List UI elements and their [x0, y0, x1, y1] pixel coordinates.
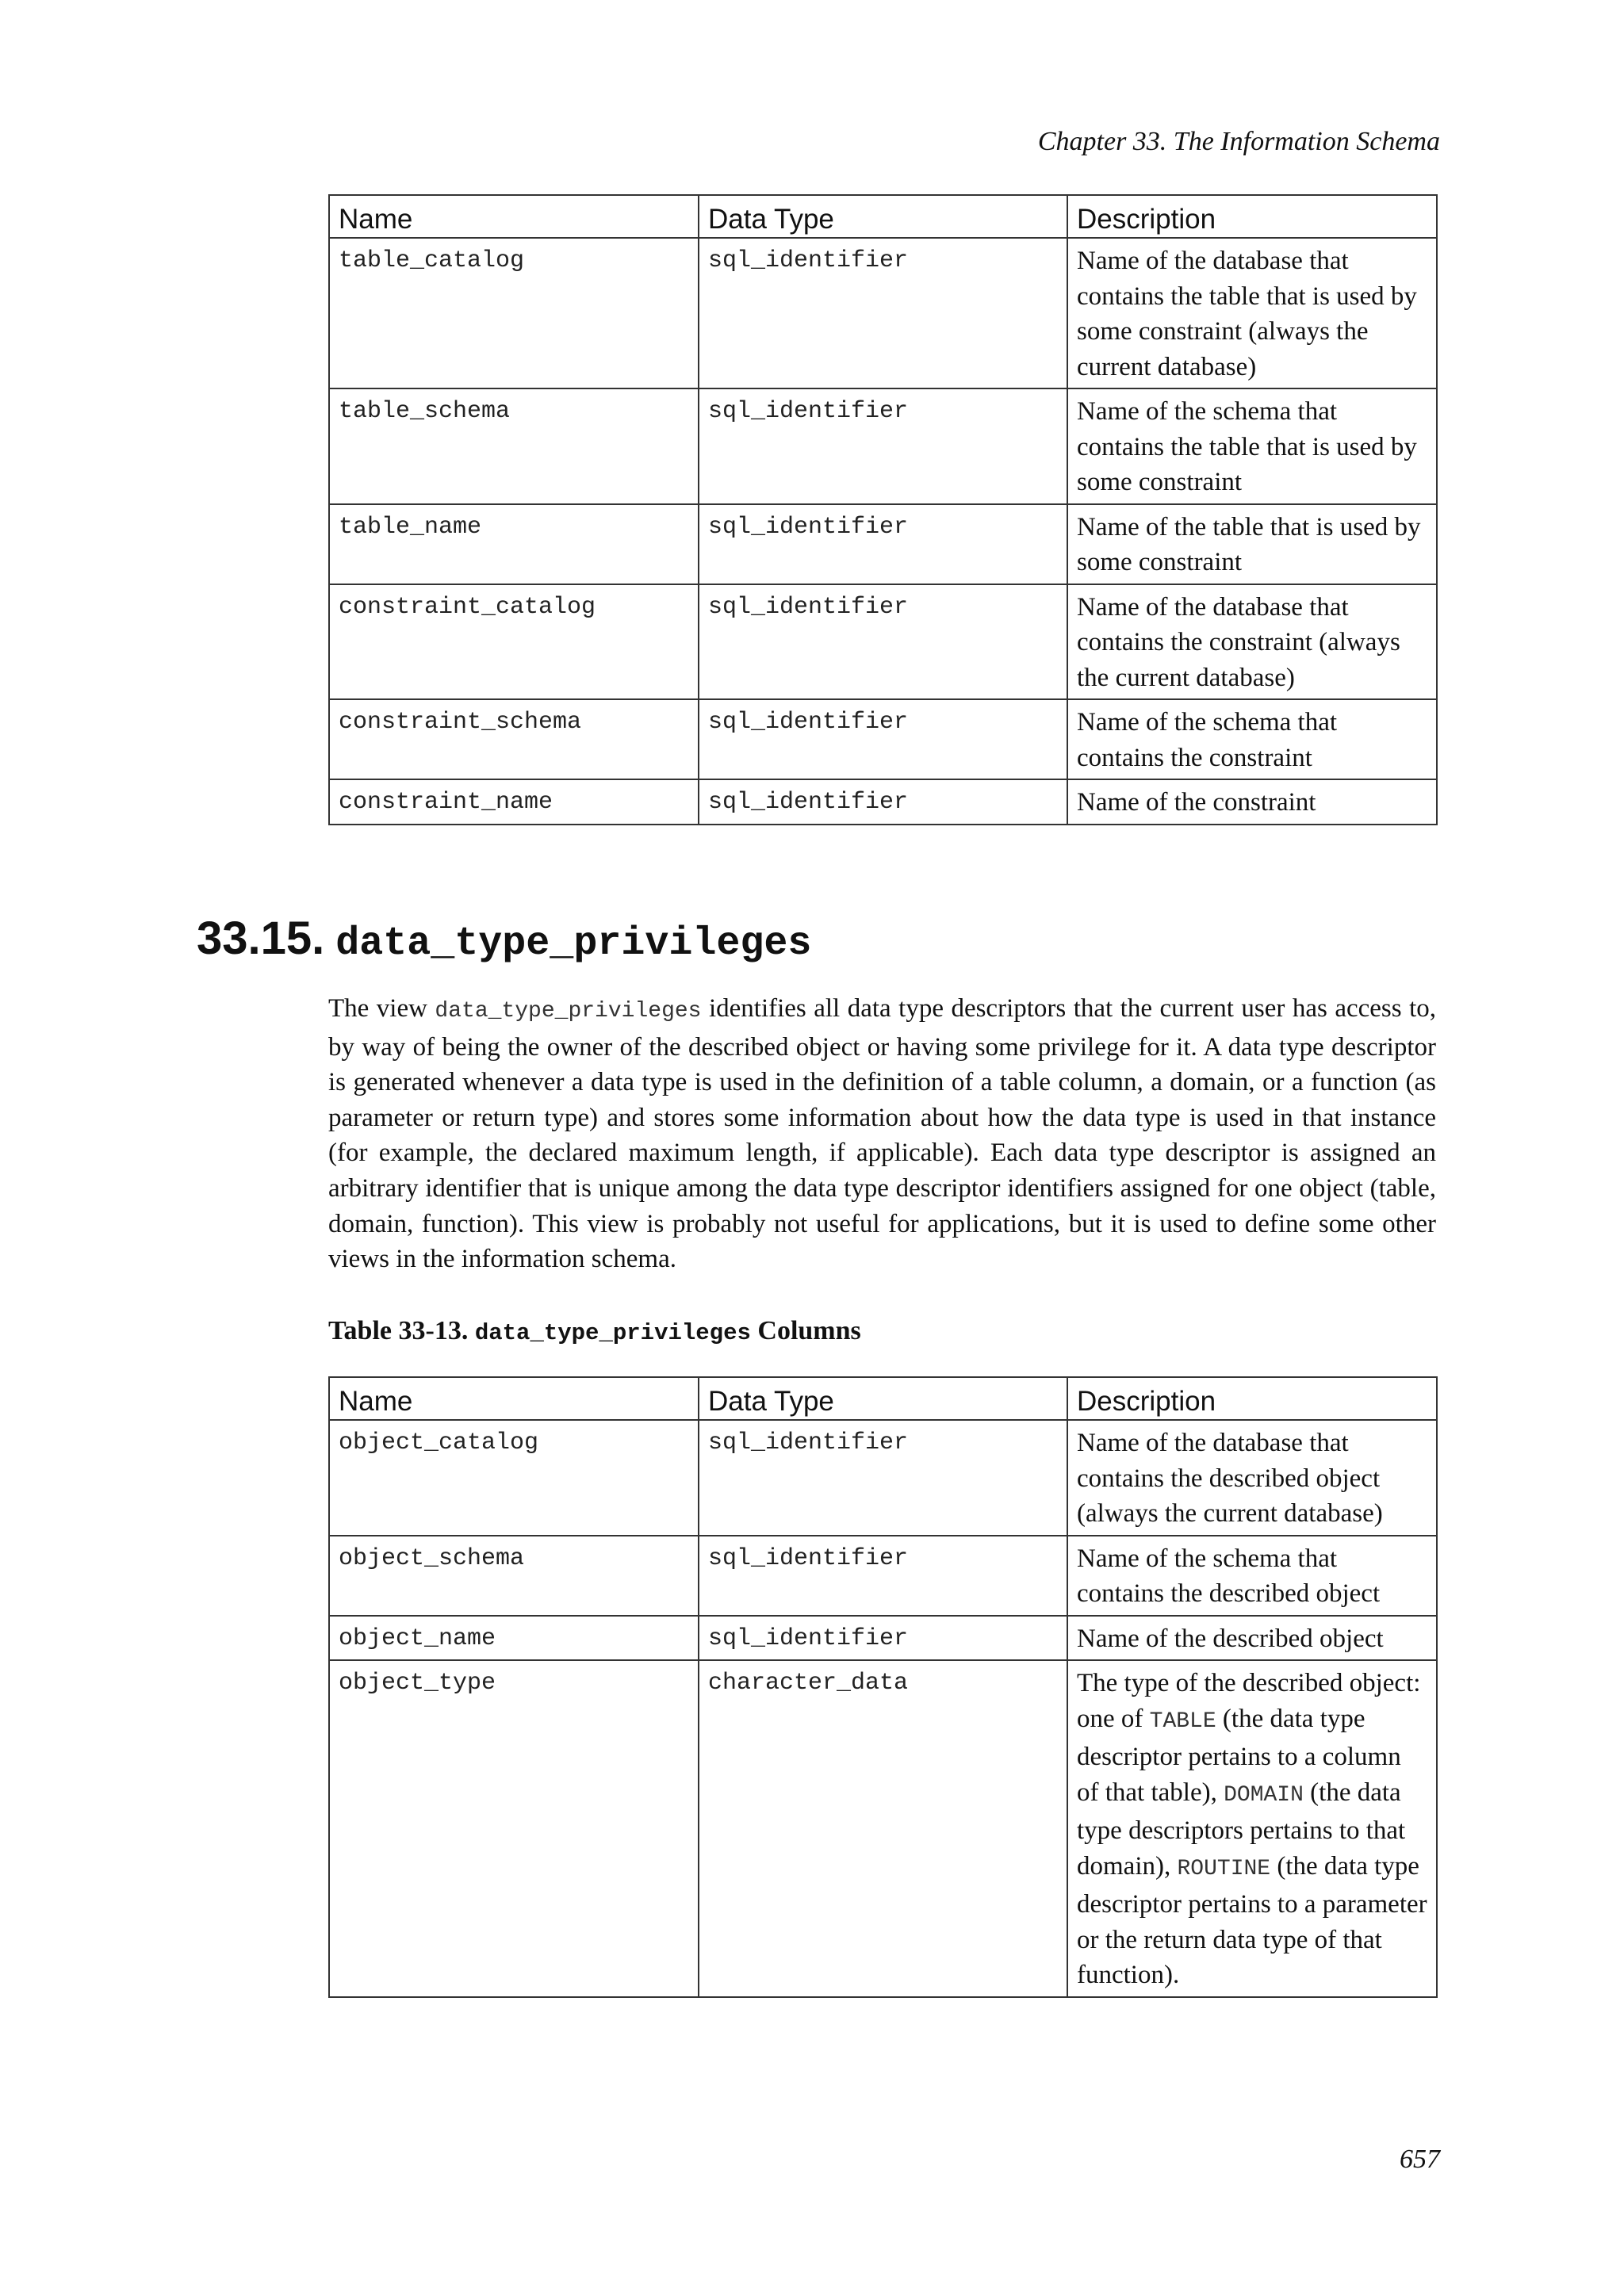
para-text: identifies all data type descriptors that the current user has access to, by way of being the owner of the described object or having some privilege for it. A data type descriptor is generated whenever a data type is used in the definition of a table column, a domain, or a function (as parameter or return type) and stores some information about how the data type is used in that instance (for example, the declared maximum length, if applicable). Each data type descriptor is assigned an arbitrary identifier that is unique among the data type descriptor identifiers assigned for one object (table, domain, function). This view is probably not useful for applications, but it is used to define some other views in the information schema.: [328, 994, 1436, 1274]
table-row: [329, 1660, 1437, 1997]
cell-data-type: sql_identifier: [699, 1536, 1067, 1616]
desc-text: The type of the described object: one of: [1077, 1669, 1421, 1733]
column-header-name: Name: [329, 1377, 699, 1420]
cell-name: object_name: [329, 1616, 699, 1661]
table-row: [329, 1536, 1437, 1616]
table-header-row: [329, 195, 1437, 238]
cell-name: table_catalog: [329, 238, 699, 388]
cell-description: Name of the database that contains the described object (always the current database): [1067, 1420, 1437, 1536]
para-code: data_type_privileges: [435, 999, 702, 1024]
column-header-description: Description: [1067, 195, 1437, 238]
desc-code-domain: DOMAIN: [1224, 1782, 1304, 1808]
cell-data-type: sql_identifier: [699, 584, 1067, 700]
table-row: [329, 699, 1437, 779]
cell-name: object_schema: [329, 1536, 699, 1616]
cell-data-type: sql_identifier: [699, 1420, 1067, 1536]
desc-text: (the data type descriptor pertains to a parameter or the return data type of that function).: [1077, 1851, 1427, 1989]
section-title: data_type_privileges: [335, 921, 812, 966]
page-number: 657: [1400, 2145, 1440, 2174]
cell-description: Name of the schema that contains the described object: [1067, 1536, 1437, 1616]
column-header-data-type: Data Type: [699, 1377, 1067, 1420]
data-type-privileges-columns-table: [328, 1376, 1438, 1998]
table-row: [329, 1420, 1437, 1536]
cell-description: Name of the schema that contains the constraint: [1067, 699, 1437, 779]
table-header-row: [329, 1377, 1437, 1420]
cell-data-type: sql_identifier: [699, 238, 1067, 388]
cell-description: Name of the constraint: [1067, 779, 1437, 825]
desc-text: (the data type descriptors pertains to that domain),: [1077, 1777, 1406, 1881]
table-row: [329, 388, 1437, 504]
caption-prefix: Table 33-13.: [328, 1316, 475, 1345]
cell-name: table_schema: [329, 388, 699, 504]
cell-name: constraint_catalog: [329, 584, 699, 700]
section-description: [328, 991, 1436, 1277]
cell-data-type: sql_identifier: [699, 388, 1067, 504]
section-number: 33.15.: [197, 913, 325, 964]
para-text: The view: [328, 994, 435, 1023]
caption-suffix: Columns: [750, 1316, 861, 1345]
cell-data-type: sql_identifier: [699, 699, 1067, 779]
column-header-name: Name: [329, 195, 699, 238]
running-header: Chapter 33. The Information Schema: [1037, 127, 1440, 156]
caption-code: data_type_privileges: [474, 1320, 751, 1346]
cell-description: Name of the schema that contains the table that is used by some constraint: [1067, 388, 1437, 504]
table-row: [329, 504, 1437, 584]
cell-description: Name of the database that contains the table that is used by some constraint (always the current database): [1067, 238, 1437, 388]
cell-description: Name of the table that is used by some constraint: [1067, 504, 1437, 584]
desc-code-table: TABLE: [1149, 1709, 1216, 1734]
cell-name: table_name: [329, 504, 699, 584]
cell-name: object_catalog: [329, 1420, 699, 1536]
column-header-data-type: Data Type: [699, 195, 1067, 238]
cell-name: constraint_schema: [329, 699, 699, 779]
table-row: [329, 1616, 1437, 1661]
cell-name: object_type: [329, 1660, 699, 1997]
column-header-description: Description: [1067, 1377, 1437, 1420]
table-row: [329, 779, 1437, 825]
table-row: [329, 238, 1437, 388]
desc-text: (the data type descriptor pertains to a column of that table),: [1077, 1704, 1401, 1807]
cell-description: Name of the database that contains the constraint (always the current database): [1067, 584, 1437, 700]
cell-data-type: sql_identifier: [699, 504, 1067, 584]
cell-data-type: character_data: [699, 1660, 1067, 1997]
cell-description: Name of the described object: [1067, 1616, 1437, 1661]
table-caption: [328, 1316, 861, 1346]
cell-description: [1067, 1660, 1437, 1997]
table-row: [329, 584, 1437, 700]
cell-name: constraint_name: [329, 779, 699, 825]
cell-data-type: sql_identifier: [699, 779, 1067, 825]
cell-data-type: sql_identifier: [699, 1616, 1067, 1661]
constraint-columns-table: [328, 194, 1438, 825]
section-heading: [197, 912, 811, 966]
desc-code-routine: ROUTINE: [1177, 1856, 1271, 1881]
